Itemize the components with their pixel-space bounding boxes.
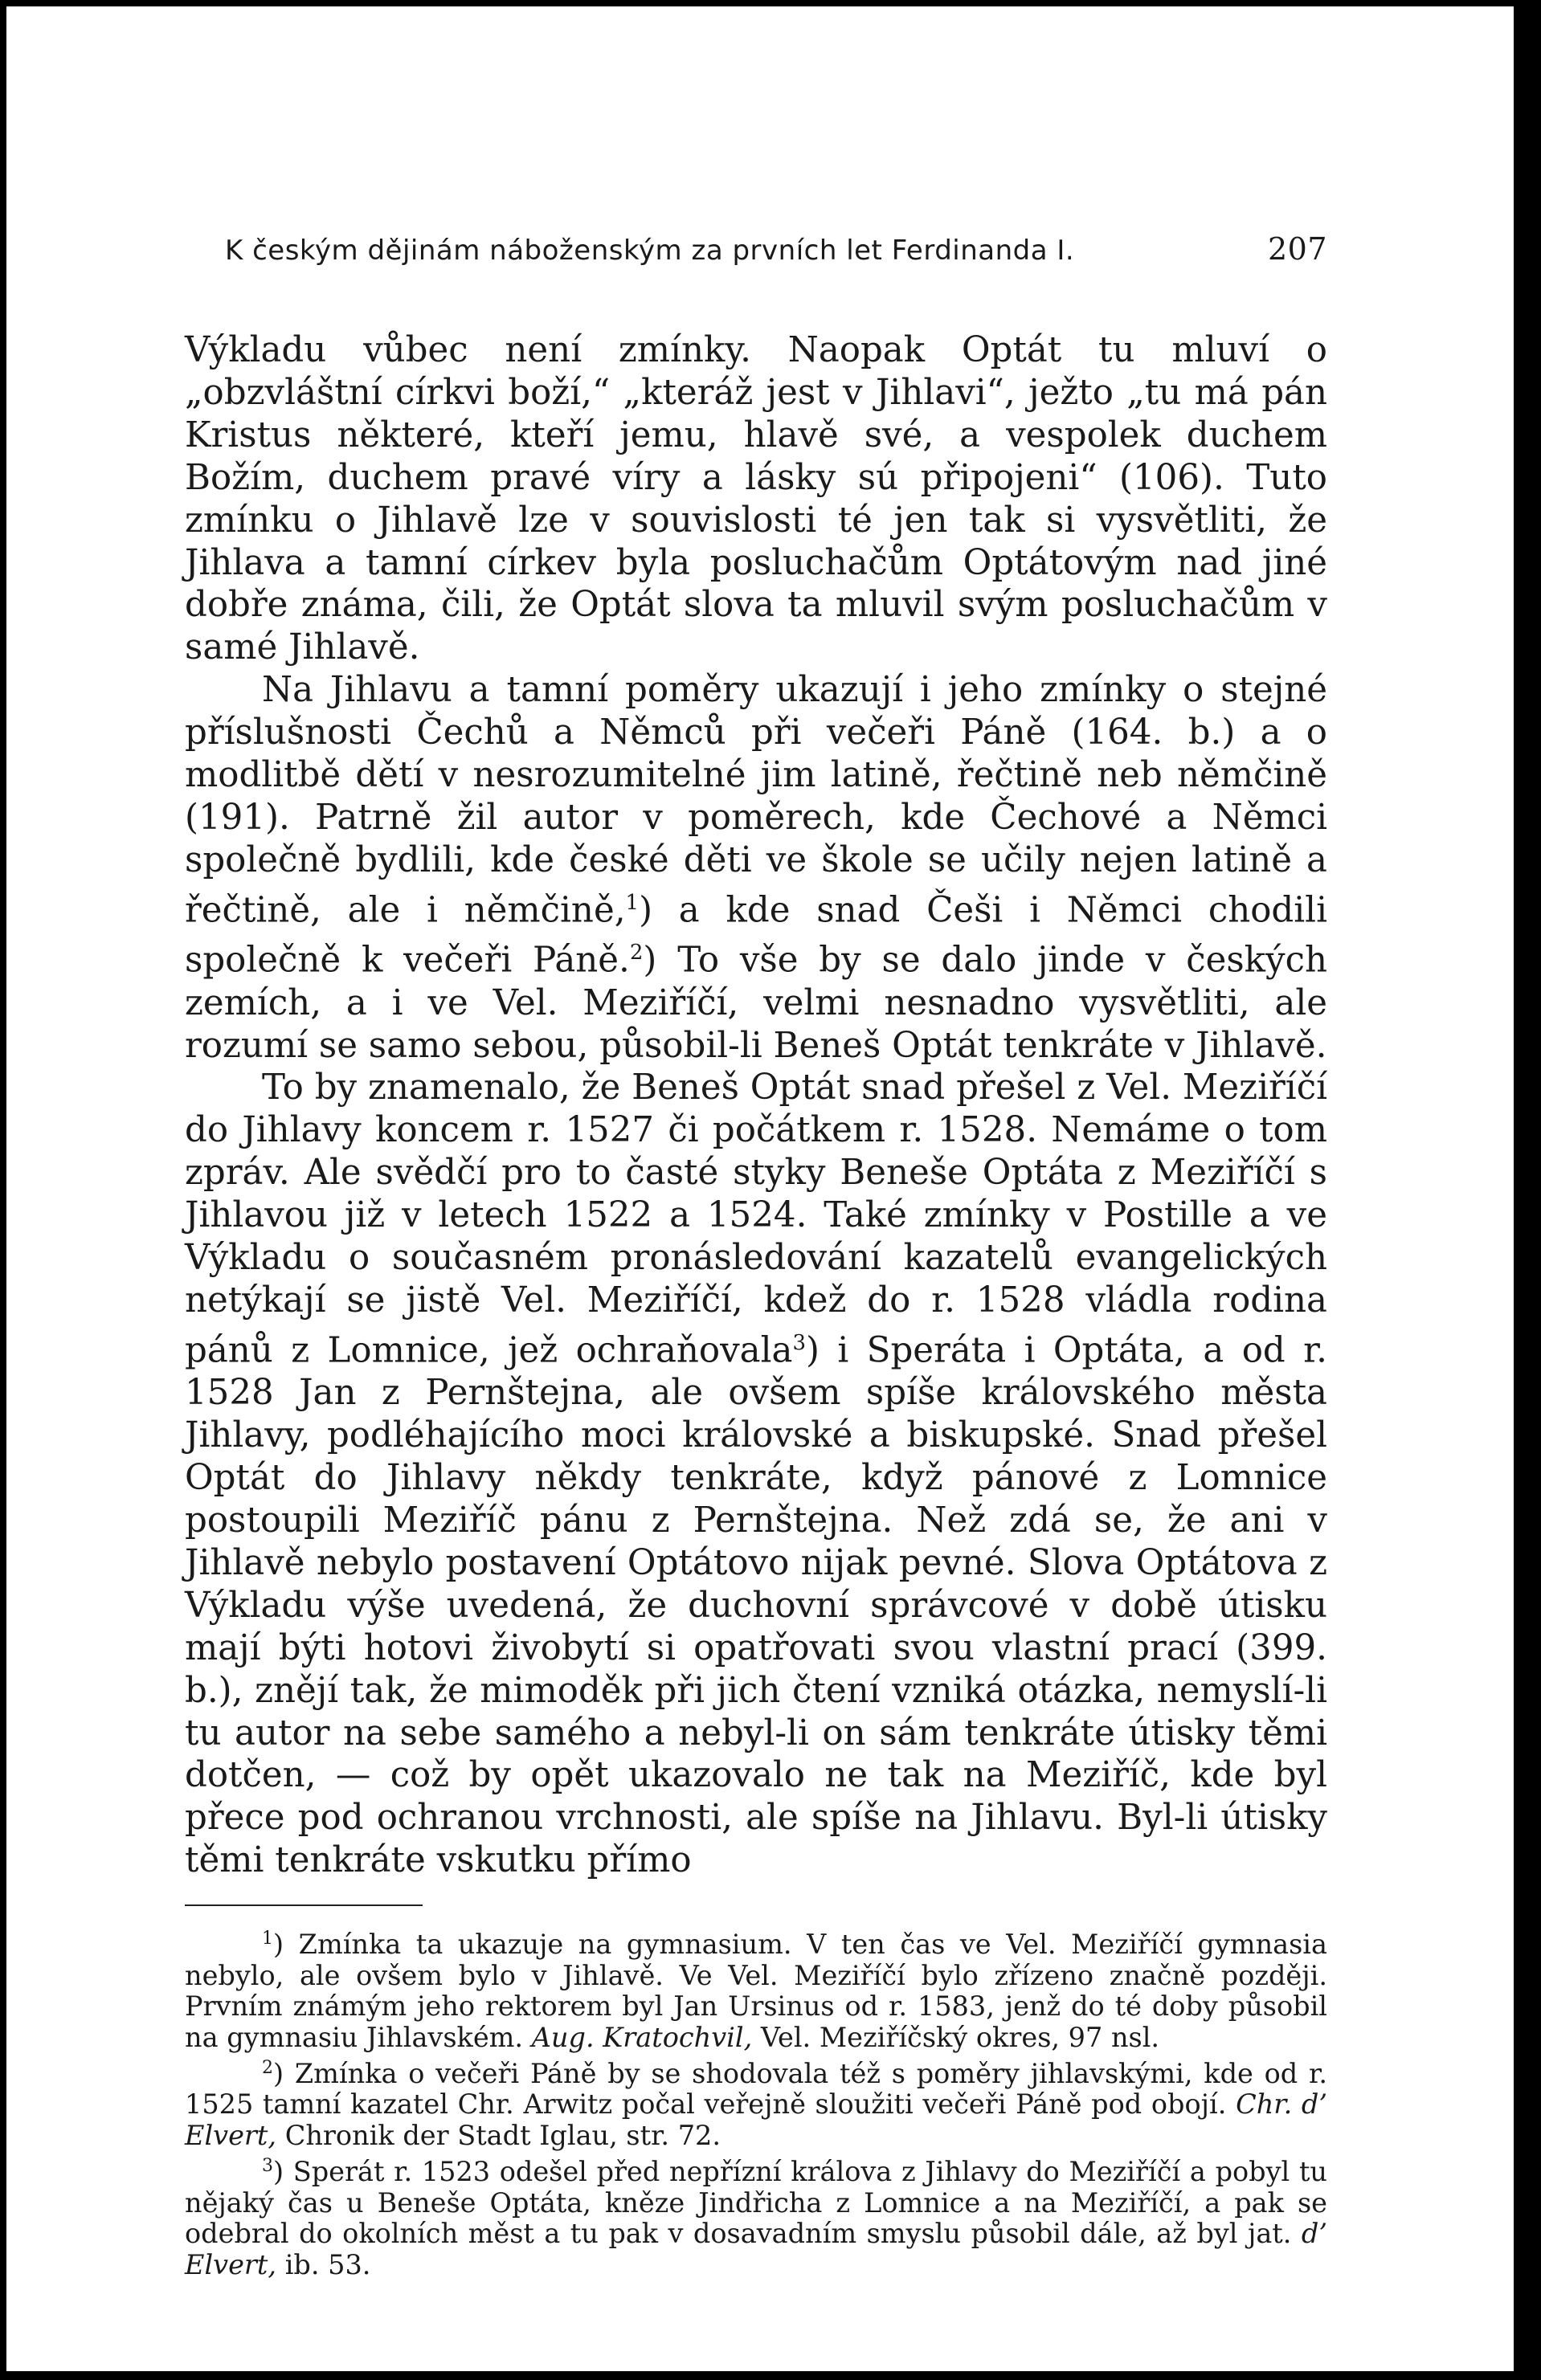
footnote-ref-1: 1 <box>625 890 640 915</box>
page-number: 207 <box>1267 231 1327 267</box>
paragraph-2-text-a: Na Jihlavu a tamní poměry ukazují i jeho zmínky o stejné příslušnosti Čechů a Němců při večeři Páně (164. b.) a o modlitbě dětí v nesrozumitelné jim latině, řečtině neb němčině (191). Patrně žil autor v poměrech, kde Čechové a Němci společně bydlili, kde české děti ve škole se učily nejen latině a řečtině, ale i němčině, <box>185 670 1327 931</box>
paragraph-1 <box>185 329 1327 669</box>
paragraph-2-text-c: ) To vše by se dalo jinde v českých zemích, a i ve Vel. Meziříčí, velmi nesnadno vysvětliti, ale rozumí se samo sebou, působil-li Beneš Optát tenkráte v Jihlavě. <box>185 940 1327 1066</box>
paragraph-2 <box>185 669 1327 1067</box>
footnote-ref-3: 3 <box>792 1330 807 1355</box>
paragraph-3-text-a: To by znamenalo, že Beneš Optát snad přešel z Vel. Meziříčí do Jihlavy koncem r. 1527 či počátkem r. 1528. Nemáme o tom zpráv. Ale svědčí pro to časté styky Beneše Optáta z Meziříčí s Jihlavou již v letech 1522 a 1524. Také zmínky v Postille a ve Výkladu o současném pronásledování kazatelů evangelických netýkají se jistě Vel. Meziříčí, kdež do r. 1528 vládla rodina pánů z Lomnice, jež ochraňovala <box>185 1068 1327 1371</box>
footnote-1-text-b: Vel. Meziříčský okres, 97 nsl. <box>752 2021 1160 2053</box>
running-head-title: K českým dějinám náboženským za prvních let Ferdinanda I. <box>225 235 1075 267</box>
footnote-1-text-a: ) Zmínka ta ukazuje na gymnasium. V ten čas ve Vel. Meziříčí gymnasia nebylo, ale ovšem bylo v Jihlavě. Ve Vel. Meziříčí bylo zřízeno značně později. Prvním známým jeho rektorem byl Jan Ursinus od r. 1583, jenž do té doby působil na gymnasiu Jihlavském. <box>185 1929 1327 2053</box>
footnote-divider <box>185 1904 423 1906</box>
paragraph-3 <box>185 1067 1327 1882</box>
footnote-1 <box>185 1924 1327 2053</box>
footnote-3-text-a: ) Sperát r. 1523 odešel před nepřízní králova z Jihlavy do Meziříčí a pobyl tu nějaký čas u Beneše Optáta, kněze Jindřicha z Lomnice a na Meziříčí, a pak se odebral do okolních měst a tu pak v dosavadním smyslu působil dále, až byl jat. <box>185 2156 1327 2250</box>
footnote-3-mark: 3 <box>262 2156 273 2177</box>
footnote-2 <box>185 2053 1327 2151</box>
footnote-3-author: d’ Elvert, <box>185 2218 1327 2280</box>
footnote-2-mark: 2 <box>262 2057 273 2078</box>
paragraph-1-text: Výkladu vůbec není zmínky. Naopak Optát tu mluví o „obzvláštní církvi boží,“ „kteráž jest v Jihlavi“, ježto „tu má pán Kristus některé, kteří jemu, hlavě své, a vespolek duchem Božím, duchem pravé víry a lásky sú připojeni“ (106). Tuto zmínku o Jihlavě lze v souvislosti té jen tak si vysvětliti, že Jihlava a tamní církev byla posluchačům Optátovým nad jiné dobře známa, čili, že Optát slova ta mluvil svým posluchačům v samé Jihlavě. <box>185 330 1327 668</box>
footnotes <box>185 1924 1327 2280</box>
paragraph-2-text-b: ) a kde snad Češi i Němci chodili společně k večeři Páně. <box>185 890 1328 981</box>
footnote-1-author: Aug. Kratochvil, <box>531 2021 753 2053</box>
footnote-1-mark: 1 <box>262 1929 273 1949</box>
footnote-3 <box>185 2151 1327 2280</box>
page-content <box>185 231 1327 2280</box>
body-text <box>185 329 1327 1882</box>
footnote-3-text-b: ib. 53. <box>276 2248 371 2280</box>
footnote-2-text-a: ) Zmínka o večeři Páně by se shodovala též s poměry jihlavskými, kde od r. 1525 tamní kazatel Chr. Arwitz počal veřejně sloužiti večeři Páně pod obojí. <box>185 2058 1327 2121</box>
running-head <box>185 231 1327 267</box>
paragraph-3-text-b: ) i Speráta i Optáta, a od r. 1528 Jan z Pernštejna, ale ovšem spíše královského města Jihlavy, podléhajícího moci královské a biskupské. Snad přešel Optát do Jihlavy někdy tenkráte, když pánové z Lomnice postoupili Meziříč pánu z Pernštejna. Než zdá se, že ani v Jihlavě nebylo postavení Optátovo nijak pevné. Slova Optátova z Výkladu výše uvedená, že duchovní správcové v době útisku mají býti hotovi živobytí si opatřovati svou vlastní prací (399. b.), znějí tak, že mimoděk při jich čtení vzniká otázka, nemyslí-li tu autor na sebe samého a nebyl-li on sám tenkráte útisky těmi dotčen, — což by opět ukazovalo ne tak na Meziříč, kde byl přece pod ochranou vrchnosti, ale spíše na Jihlavu. Byl-li útisky těmi tenkráte vskutku přímo <box>185 1330 1328 1881</box>
footnote-ref-2: 2 <box>629 941 644 965</box>
footnote-2-author: Chr. d’ Elvert, <box>185 2088 1327 2151</box>
footnote-2-text-b: Chronik der Stadt Iglau, str. 72. <box>276 2119 721 2151</box>
scanned-page <box>6 6 1519 2371</box>
